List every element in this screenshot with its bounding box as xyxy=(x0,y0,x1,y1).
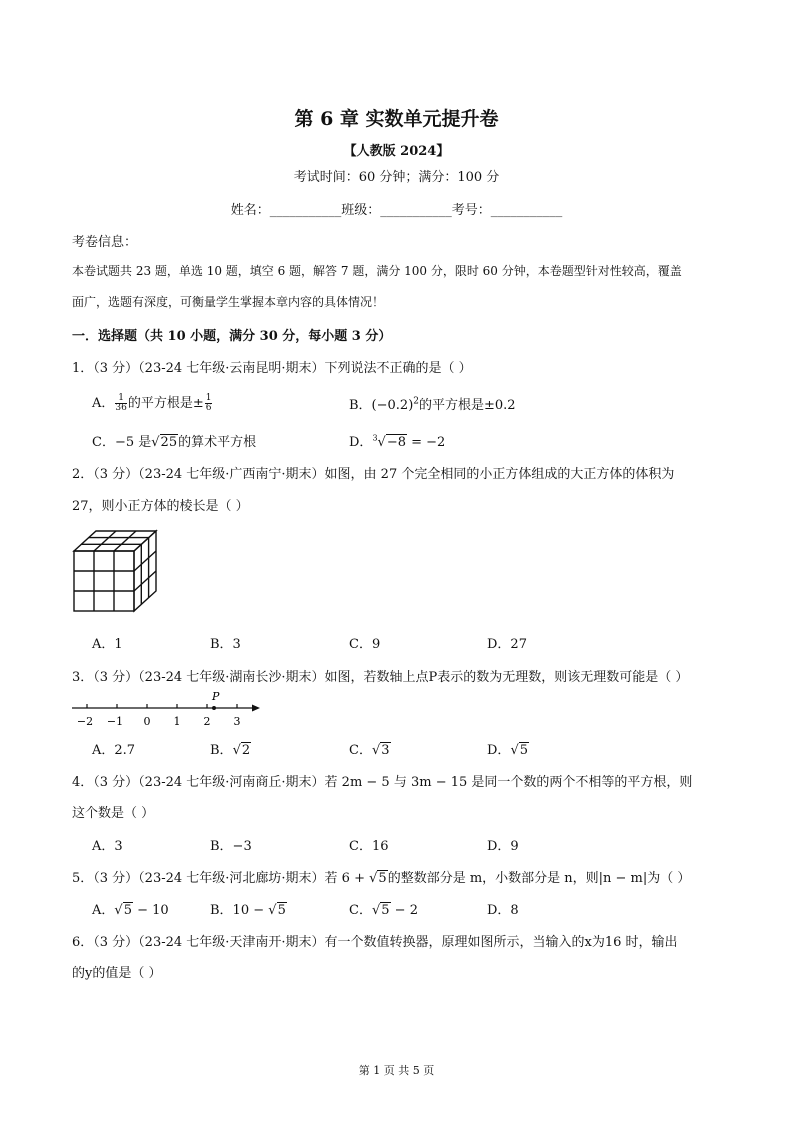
number-label: 考号： xyxy=(451,203,491,218)
name-blank: ___________ xyxy=(269,203,342,218)
question-6-stem-line-1: 6．（3 分）（23-24 七年级·天津南开·期末）有一个数值转换器，原理如图所示，当输入的x为16 时，输出 xyxy=(72,935,678,950)
q5-option-a: A．√5 − 10 xyxy=(92,903,169,918)
q2-option-c: C．9 xyxy=(349,637,381,652)
name-label: 姓名： xyxy=(230,203,270,218)
tick-label: 0 xyxy=(143,715,151,728)
q2-option-b: B．3 xyxy=(210,637,241,652)
tick-label: 2 xyxy=(203,715,211,728)
q3-option-c: C．√3 xyxy=(349,743,390,758)
page-footer: 第 1 页 共 5 页 xyxy=(358,1064,435,1077)
class-label: 班级： xyxy=(341,203,381,218)
question-6-stem-line-2: 的y的值是（ ） xyxy=(72,966,162,981)
question-1-stem: 1．（3 分）（23-24 七年级·云南昆明·期末）下列说法不正确的是（ ） xyxy=(72,361,472,376)
q4-option-b: B．−3 xyxy=(210,839,252,854)
info-line-2: 面广，选题有深度，可衡量学生掌握本章内容的具体情况！ xyxy=(72,295,385,309)
q5-option-d: D．8 xyxy=(487,903,519,918)
info-line-1: 本卷试题共 23 题，单选 10 题，填空 6 题，解答 7 题，满分 100 分，限时 60 分钟，本卷题型针对性较高，覆盖 xyxy=(72,264,682,278)
q4-option-c: C．16 xyxy=(349,839,389,854)
question-2-stem-line-2: 27，则小正方体的棱长是（ ） xyxy=(72,499,249,514)
q4-option-a: A．3 xyxy=(92,839,123,854)
info-heading: 考卷信息： xyxy=(72,235,138,250)
q1-option-b: B．$(-0.2)^2$的平方根是±0.2 xyxy=(349,396,516,413)
q5-option-c: C．√5 − 2 xyxy=(349,903,418,918)
question-5-stem: 5．（3 分）（23-24 七年级·河北廊坊·期末）若 6 + √5的整数部分是 m，小数部分是 n，则|n − m|为（ ） xyxy=(72,871,691,886)
question-3-stem: 3．（3 分）（23-24 七年级·湖南长沙·期末）如图，若数轴上点P表示的数为无理数，则该无理数可能是（ ） xyxy=(72,670,689,685)
q1-option-c: C．−5 是√25的算术平方根 xyxy=(92,435,257,450)
number-blank: ___________ xyxy=(490,203,563,218)
tick-label: 3 xyxy=(233,715,241,728)
section-heading: 一．选择题（共 10 小题，满分 30 分，每小题 3 分） xyxy=(72,329,392,344)
tick-label: −1 xyxy=(106,715,124,728)
q2-option-d: D．27 xyxy=(487,637,527,652)
question-2-stem-line-1: 2．（3 分）（23-24 七年级·广西南宁·期末）如图，由 27 个完全相同的小正方体组成的大正方体的体积为 xyxy=(72,467,675,482)
q3-option-d: D．√5 xyxy=(487,743,529,758)
student-id-line xyxy=(0,199,793,218)
q3-option-b: B．√2 xyxy=(210,743,251,758)
tick-label: −2 xyxy=(76,715,94,728)
q5-option-b: B．10 − √5 xyxy=(210,903,286,918)
question-4-stem-line-1: 4．（3 分）（23-24 七年级·河南商丘·期末）若 2m − 5 与 3m − 15 是同一个数的两个不相等的平方根，则 xyxy=(72,775,693,790)
number-line-figure xyxy=(70,688,265,730)
point-p-label: P xyxy=(212,690,220,703)
edition-label: 【人教版 2024】 xyxy=(343,144,450,159)
arrow-right-icon xyxy=(252,705,260,712)
q4-option-d: D．9 xyxy=(487,839,519,854)
q1-option-d: D．$^3$√−8 = −2 xyxy=(349,433,446,450)
point-p-marker xyxy=(212,706,216,710)
q3-option-a: A．2.7 xyxy=(92,743,136,758)
page-title: 第 6 章 实数单元提升卷 xyxy=(294,108,499,130)
tick-label: 1 xyxy=(173,715,181,728)
class-blank: ___________ xyxy=(380,203,452,218)
cube-figure xyxy=(70,525,165,617)
q1-option-a: A． $\frac{1}{36}$ 的平方根是± $\frac{1}{6}$ xyxy=(92,393,212,413)
question-4-stem-line-2: 这个数是（ ） xyxy=(72,806,155,821)
q2-option-a: A．1 xyxy=(92,637,123,652)
exam-time-info: 考试时间：60 分钟；满分：100 分 xyxy=(293,170,500,185)
